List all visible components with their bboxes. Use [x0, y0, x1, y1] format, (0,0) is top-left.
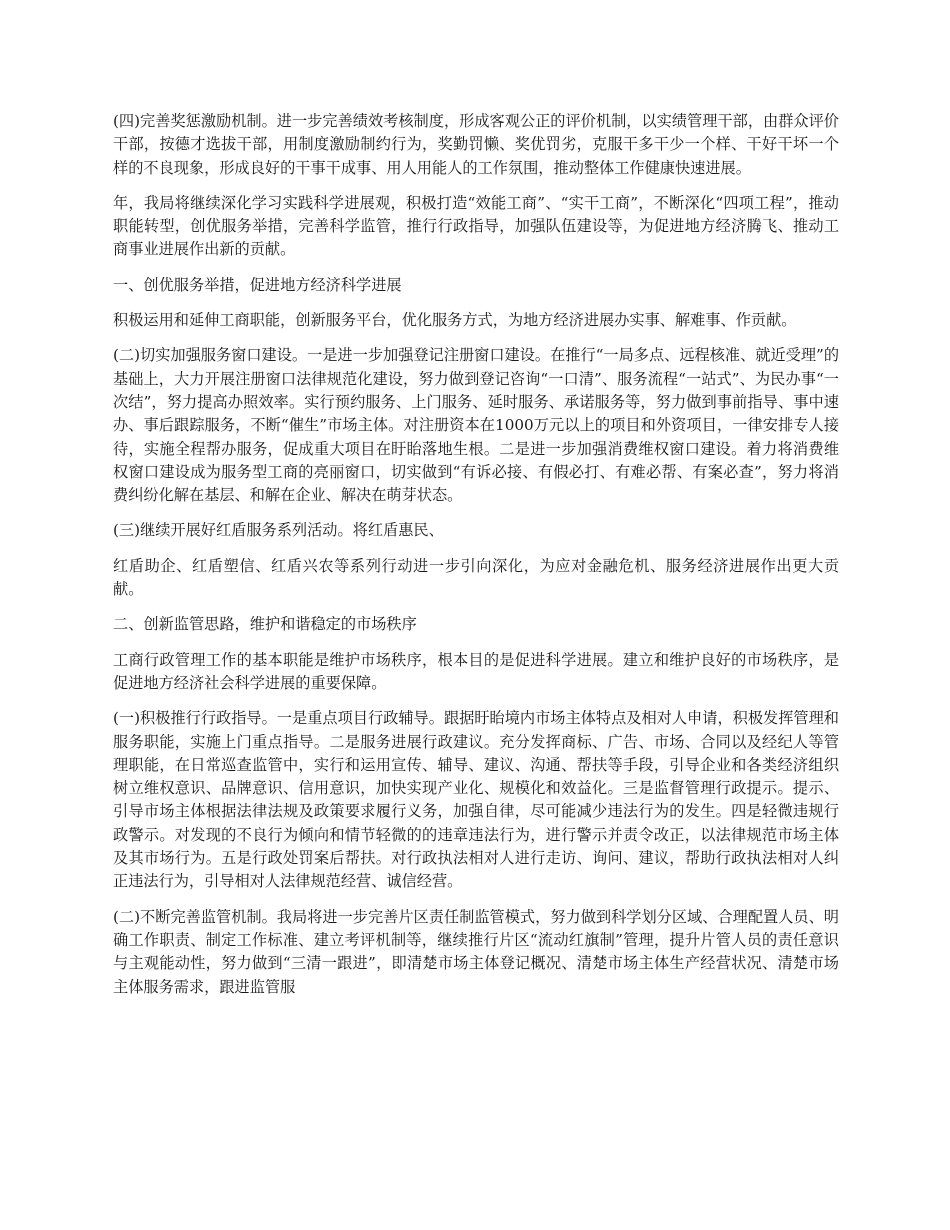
- paragraph-red-shield-continued: 红盾助企、红盾塑信、红盾兴农等系列行动进一步引向深化，为应对金融危机、服务经济进展作出更大贡献。: [113, 556, 839, 599]
- paragraph-supervision-intro: 工商行政管理工作的基本职能是维护市场秩序，根本目的是促进科学进展。建立和维护良好的市场秩序，是促进地方经济社会科学进展的重要保障。: [113, 650, 839, 692]
- section-heading-supervision: 二、创新监管思路，维护和谐稳定的市场秩序: [113, 615, 417, 634]
- section-heading-service: 一、创优服务举措，促进地方经济科学进展: [113, 275, 402, 294]
- document-body: [113, 110, 839, 1011]
- paragraph-administrative-guidance: (一)积极推行行政指导。一是重点项目行政辅导。跟据盱眙境内市场主体特点及相对人申请，积极发挥管理和服务职能，实施上门重点指导。二是服务进展行政建议。充分发挥商标、广告、市场、合同以及经纪人等管理职能，在日常巡查监管中，实行和运用宣传、辅导、建议、沟通、帮扶等手段，引导企业和各类经济组织树立维权意识、品牌意识、信用意识，加快实现产业化、规模化和效益化。三是监督管理行政提示。提示、引导市场主体根据法律法规及政策要求履行义务，加强自律，尽可能减少违法行为的发生。四是轻微违规行政警示。对发现的不良行为倾向和情节轻微的的违章违法行为，进行警示并责令改正，以法律规范市场主体及其市场行为。五是行政处罚案后帮扶。对行政执法相对人进行走访、询问、建议，帮助行政执法相对人纠正违法行为，引导相对人法律规范经营、诚信经营。: [113, 709, 839, 891]
- paragraph-supervision-mechanism: (二)不断完善监管机制。我局将进一步完善片区责任制监管模式，努力做到科学划分区域、合理配置人员、明确工作职责、制定工作标准、建立考评机制等，继续推行片区“流动红旗制”管理，提升片管人员的责任意识与主观能动性，努力做到“三清一跟进”，即清楚市场主体登记概况、清楚市场主体生产经营状况、清楚市场主体服务需求，跟进监管服: [113, 907, 839, 996]
- paragraph-service-intro: 积极运用和延伸工商职能，创新服务平台，优化服务方式，为地方经济进展办实事、解难事、作贡献。: [113, 311, 797, 330]
- paragraph-service-window: (二)切实加强服务窗口建设。一是进一步加强登记注册窗口建设。在推行“一局多点、远程核准、就近受理”的基础上，大力开展注册窗口法律规范化建设，努力做到登记咨询“一口清”、服务流程“一站式”、为民办事“一次结”，努力提高办照效率。实行预约服务、上门服务、延时服务、承诺服务等，努力做到事前指导、事中速办、事后跟踪服务，不断“催生”市场主体。对注册资本在1000万元以上的项目和外资项目，一律安排专人接待，实施全程帮办服务，促成重大项目在盱眙落地生根。二是进一步加强消费维权窗口建设。着力将消费维权窗口建设成为服务型工商的亮丽窗口，切实做到“有诉必接、有假必打、有难必帮、有案必查”，努力将消费纠纷化解在基层、和解在企业、解决在萌芽状态。: [113, 346, 840, 505]
- paragraph-annual-plan: 年，我局将继续深化学习实践科学进展观，积极打造“效能工商”、“实干工商”，不断深化“四项工程”，推动职能转型，创优服务举措，完善科学监管，推行行政指导，加强队伍建设等，为促进地方经济腾飞、推动工商事业进展作出新的贡献。: [113, 193, 839, 259]
- paragraph-red-shield-activities: (三)继续开展好红盾服务系列活动。将红盾惠民、: [113, 521, 444, 540]
- paragraph-reward-mechanism: (四)完善奖惩激励机制。进一步完善绩效考核制度，形成客观公正的评价机制，以实绩管理干部，由群众评价干部，按德才选拔干部，用制度激励制约行为，奖勤罚懒、奖优罚劣，克服干多干少一个样、干好干坏一个样的不良现象，形成良好的干事干成事、用人用能人的工作氛围，推动整体工作健康快速进展。: [113, 112, 839, 177]
